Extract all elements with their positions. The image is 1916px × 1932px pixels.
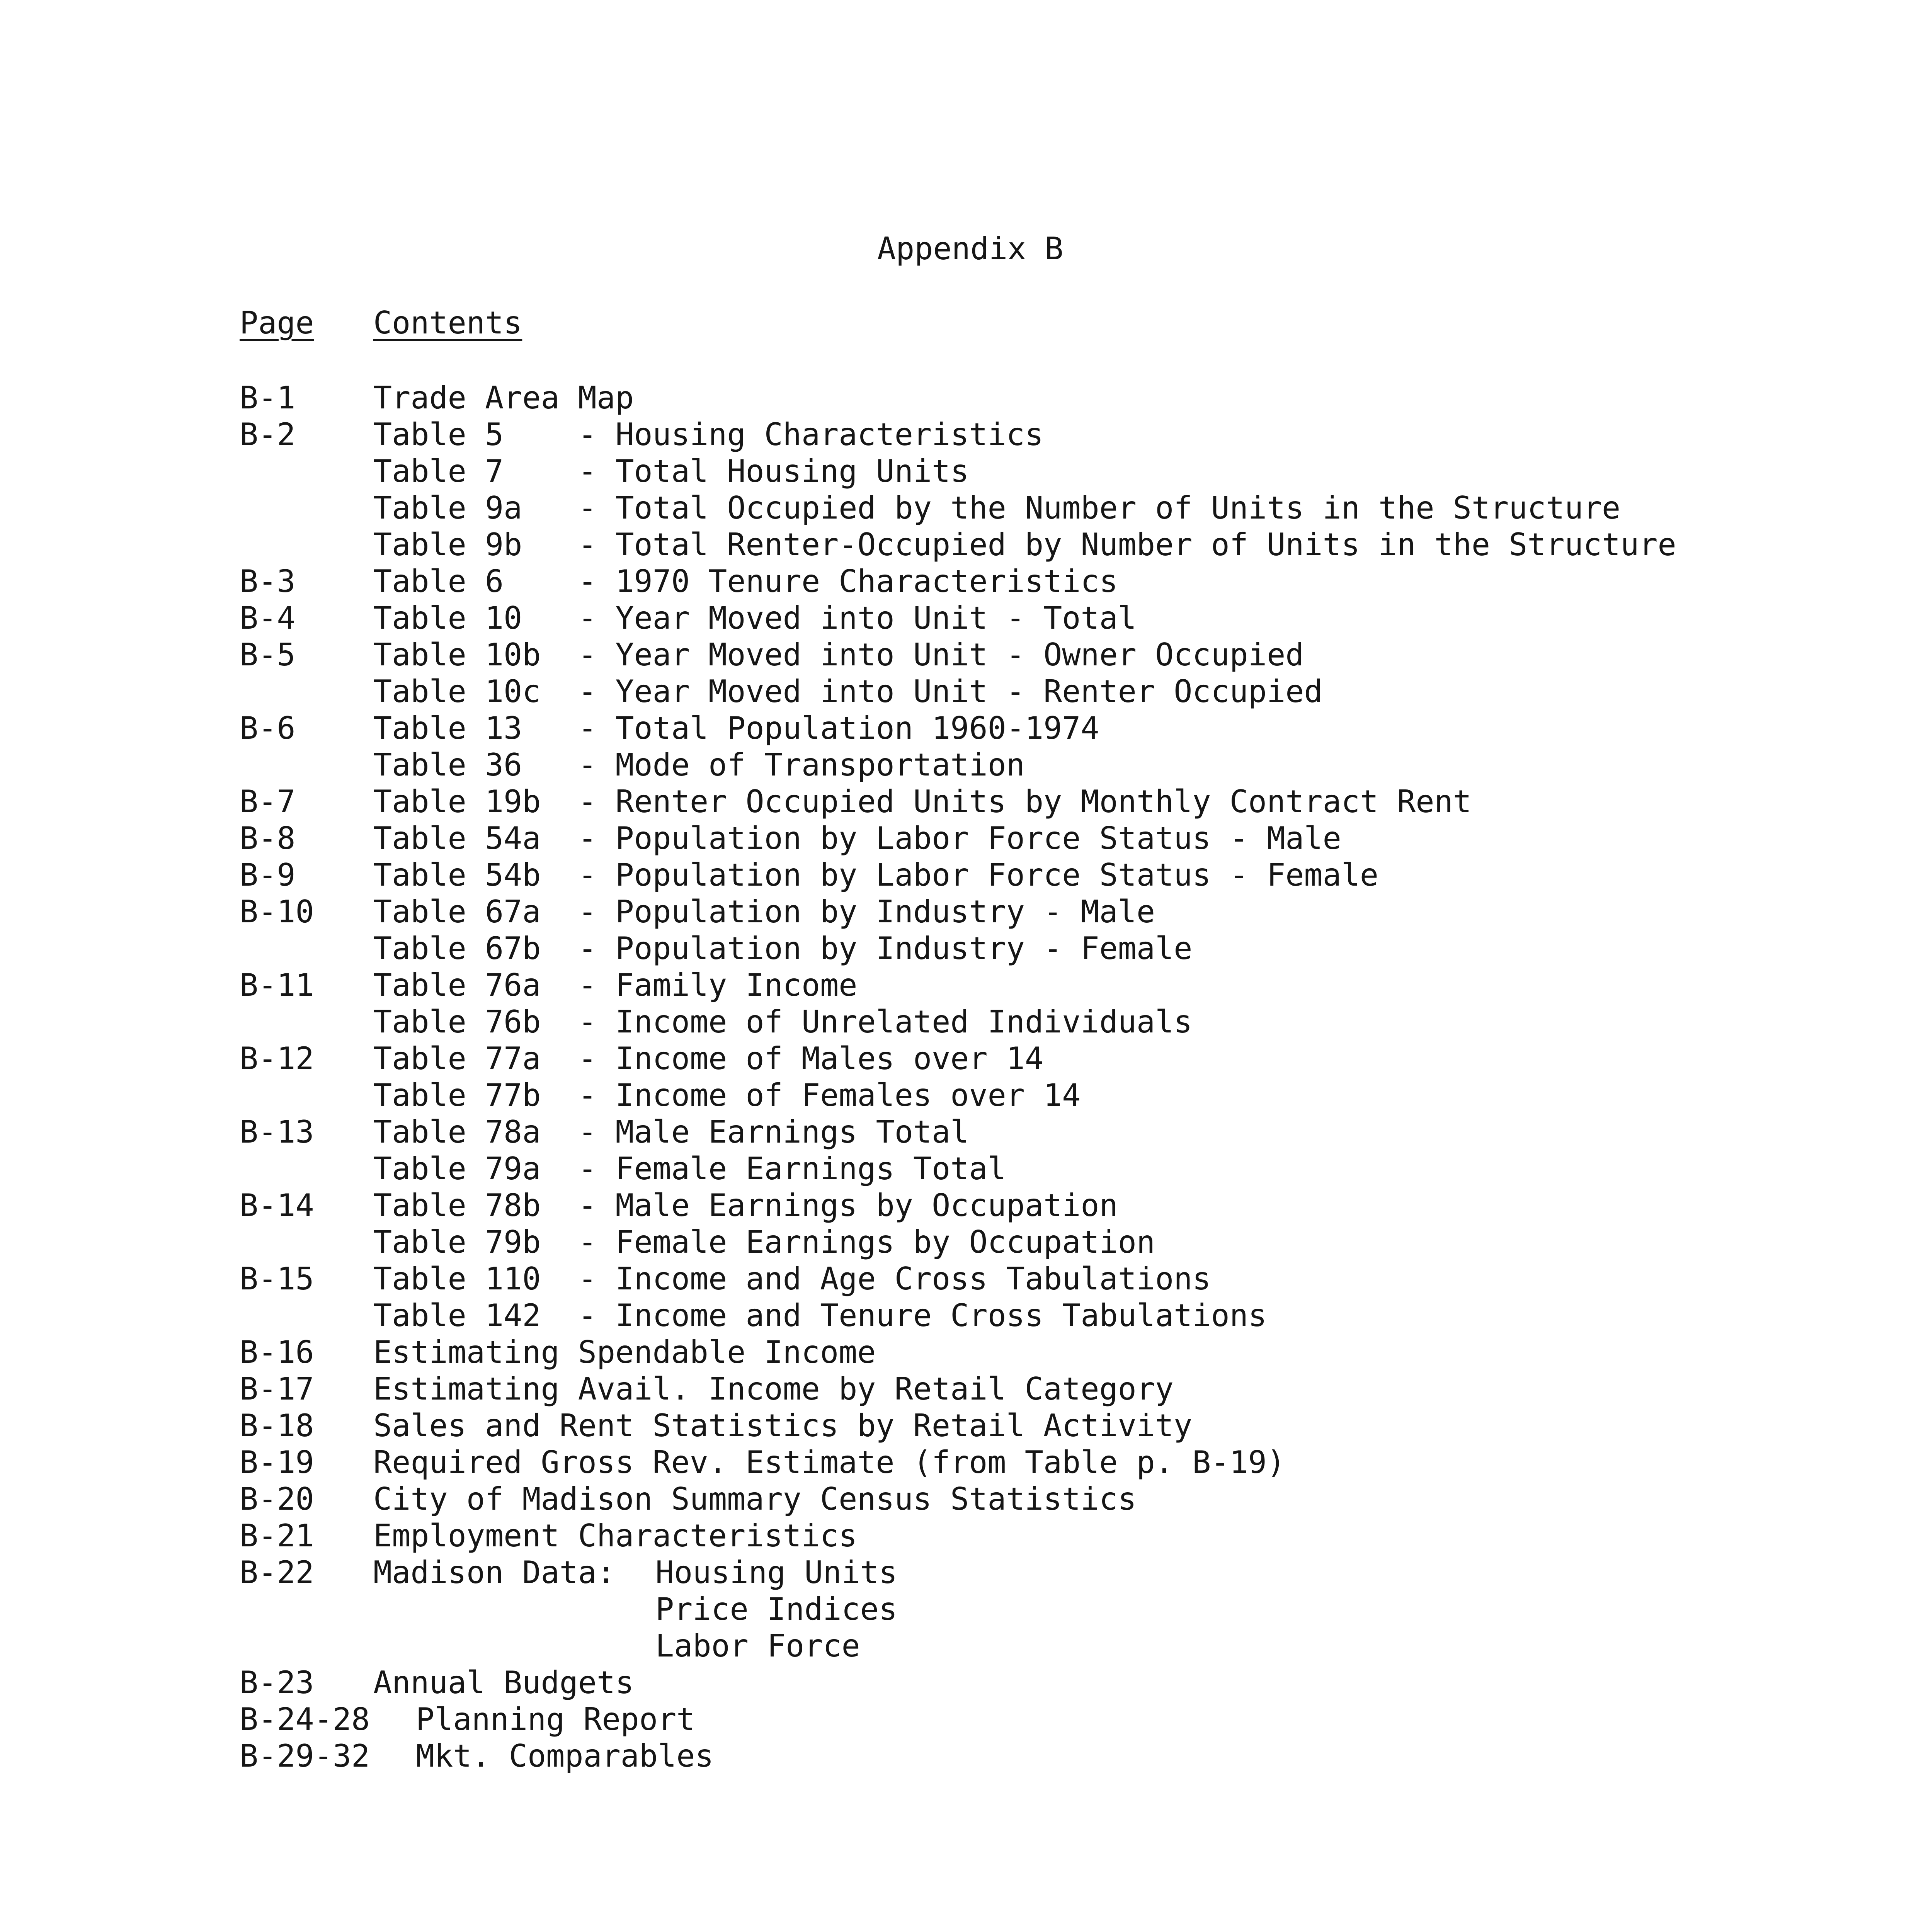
list-item [240,1114,1863,1150]
entry-description: - Population by Labor Force Status - Female [578,857,1379,893]
table-ref: Table 54a [373,820,541,856]
page-ref: B-6 [240,710,296,746]
page-ref: B-9 [240,857,296,893]
page-ref: B-10 [240,894,314,930]
list-item [240,930,1863,967]
list-item [240,783,1863,820]
list-item [240,1297,1863,1334]
entry-label: Employment Characteristics [373,1518,858,1554]
table-ref: Table 76a [373,967,541,1003]
page-ref: B-1 [240,380,296,416]
page-ref: B-7 [240,784,296,820]
list-item [240,1554,1863,1591]
page-ref: B-5 [240,637,296,673]
entry-description: - Population by Industry - Female [578,930,1193,966]
table-ref: Table 19b [373,784,541,820]
list-item [240,1628,1863,1664]
entry-label: Planning Report [416,1701,695,1737]
page-ref: B-15 [240,1261,314,1297]
page-title: Appendix B [877,231,1063,267]
table-ref: Table 67a [373,894,541,930]
list-item [240,673,1863,710]
page-ref: B-23 [240,1665,314,1701]
table-ref: Table 79a [373,1151,541,1187]
list-item [240,1701,1863,1738]
page-ref: B-19 [240,1444,314,1480]
page-ref: B-13 [240,1114,314,1150]
entry-description: - Total Housing Units [578,453,969,489]
entry-description: - Total Population 1960-1974 [578,710,1099,746]
list-item [240,1517,1863,1554]
page-ref: B-8 [240,820,296,856]
entry-label: Required Gross Rev. Estimate (from Table p. B-19) [373,1444,1286,1480]
entry-description: - Total Renter-Occupied by Number of Units in the Structure [578,527,1676,563]
list-item [240,600,1863,636]
list-item [240,490,1863,526]
entry-description: - Male Earnings Total [578,1114,969,1150]
page-ref: B-17 [240,1371,314,1407]
page-ref: B-18 [240,1408,314,1444]
list-item [240,1664,1863,1701]
entry-description: - Male Earnings by Occupation [578,1187,1118,1223]
list-item [240,379,1863,416]
page-ref: B-20 [240,1481,314,1517]
entry-label: Estimating Spendable Income [373,1334,876,1370]
entry-description: - Income and Age Cross Tabulations [578,1261,1211,1297]
list-item [240,1260,1863,1297]
table-ref: Table 6 [373,563,504,599]
table-ref: Table 9b [373,527,522,563]
contents-column-header: Contents [373,305,522,341]
entry-description: - Population by Labor Force Status - Male [578,820,1341,856]
page-ref: B-12 [240,1041,314,1077]
page-ref: B-4 [240,600,296,636]
entry-label: Mkt. Comparables [416,1738,714,1774]
list-item [240,563,1863,600]
madison-data-item: Price Indices [655,1591,898,1627]
entry-label: Estimating Avail. Income by Retail Category [373,1371,1174,1407]
page-ref: B-21 [240,1518,314,1554]
table-ref: Table 78a [373,1114,541,1150]
list-item [240,1040,1863,1077]
page-ref: B-29-32 [240,1738,370,1774]
entry-label: Trade Area Map [373,380,634,416]
entry-description: - Population by Industry - Male [578,894,1155,930]
list-item [240,636,1863,673]
list-item [240,710,1863,747]
entry-label: City of Madison Summary Census Statistics [373,1481,1137,1517]
list-item [240,1334,1863,1371]
list-item [240,893,1863,930]
page-ref: B-2 [240,417,296,452]
entry-description: - Renter Occupied Units by Monthly Contract Rent [578,784,1472,820]
madison-data-item: Housing Units [655,1554,898,1590]
list-item [240,747,1863,783]
entry-description: - Housing Characteristics [578,417,1044,452]
list-item [240,1481,1863,1517]
entry-description: - Income of Females over 14 [578,1077,1081,1113]
table-ref: Table 10b [373,637,541,673]
table-ref: Table 10c [373,673,541,709]
entry-description: - Female Earnings by Occupation [578,1224,1155,1260]
table-ref: Table 54b [373,857,541,893]
entry-description: - Mode of Transportation [578,747,1025,783]
table-ref: Table 142 [373,1298,541,1333]
table-ref: Table 76b [373,1004,541,1040]
list-item [240,820,1863,857]
entry-description: - Income of Males over 14 [578,1041,1044,1077]
list-item [240,1150,1863,1187]
entry-description: - Family Income [578,967,858,1003]
list-item [240,857,1863,893]
table-ref: Table 36 [373,747,522,783]
table-ref: Table 78b [373,1187,541,1223]
list-item [240,1077,1863,1114]
entry-description: - Year Moved into Unit - Owner Occupied [578,637,1304,673]
entry-description: - 1970 Tenure Characteristics [578,563,1118,599]
page-ref: B-24-28 [240,1701,370,1737]
entry-description: - Year Moved into Unit - Renter Occupied [578,673,1323,709]
list-item [240,453,1863,490]
table-ref: Table 10 [373,600,522,636]
list-item [240,1224,1863,1260]
list-item [240,1187,1863,1224]
table-ref: Table 5 [373,417,504,452]
table-ref: Table 110 [373,1261,541,1297]
entry-description: - Female Earnings Total [578,1151,1006,1187]
page-ref: B-3 [240,563,296,599]
contents-list [240,379,1863,1774]
list-item [240,1444,1863,1481]
list-item [240,1407,1863,1444]
list-item [240,1003,1863,1040]
table-ref: Table 79b [373,1224,541,1260]
page-ref: B-16 [240,1334,314,1370]
entry-label: Sales and Rent Statistics by Retail Activity [373,1408,1193,1444]
entry-label: Annual Budgets [373,1665,634,1701]
page-ref: B-11 [240,967,314,1003]
table-ref: Table 7 [373,453,504,489]
list-item [240,1371,1863,1407]
list-item [240,1591,1863,1628]
list-item [240,416,1863,453]
table-ref: Table 13 [373,710,522,746]
entry-description: - Income of Unrelated Individuals [578,1004,1193,1040]
entry-description: - Year Moved into Unit - Total [578,600,1137,636]
entry-description: - Total Occupied by the Number of Units in the Structure [578,490,1621,526]
list-item [240,526,1863,563]
entry-label: Madison Data: [373,1554,616,1590]
page-ref: B-22 [240,1554,314,1590]
madison-data-item: Labor Force [655,1628,860,1664]
page-column-header: Page [240,305,314,341]
table-ref: Table 77a [373,1041,541,1077]
list-item [240,967,1863,1003]
table-ref: Table 9a [373,490,522,526]
page-ref: B-14 [240,1187,314,1223]
table-ref: Table 67b [373,930,541,966]
table-ref: Table 77b [373,1077,541,1113]
list-item [240,1738,1863,1774]
entry-description: - Income and Tenure Cross Tabulations [578,1298,1267,1333]
